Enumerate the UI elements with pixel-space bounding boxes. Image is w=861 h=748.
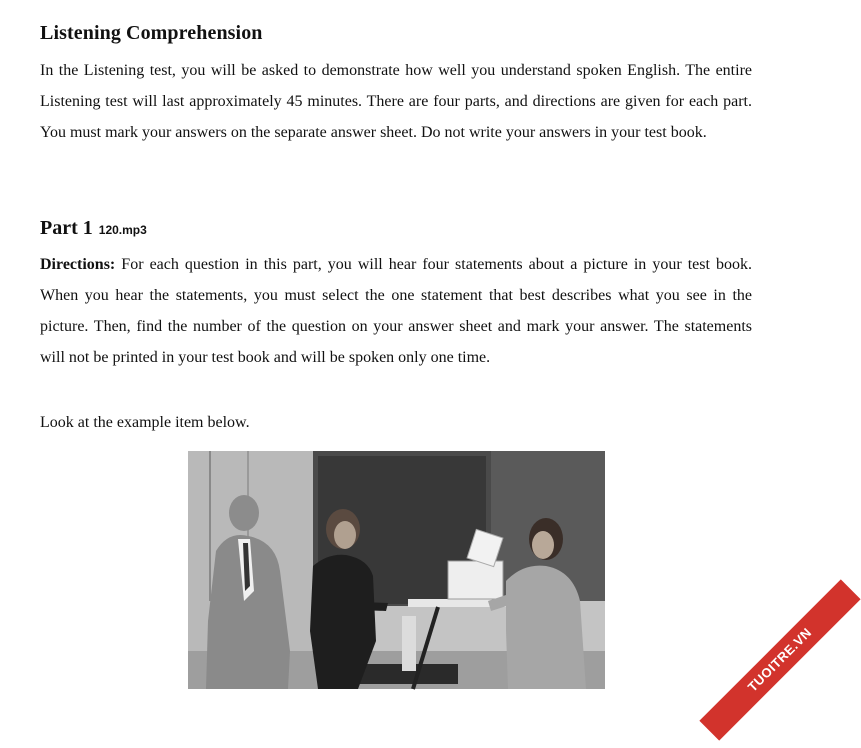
audio-file-link[interactable]: 120.mp3 — [98, 223, 147, 237]
intro-paragraph: In the Listening test, you will be asked to demonstrate how well you understand spoken English. The entire Listening test will last approximately 45 minutes. There are four parts, and directions are given for each part. You must mark your answers on the separate answer sheet. Do not write your answers in your test book. — [40, 62, 752, 141]
directions-paragraph — [40, 249, 752, 373]
site-watermark — [690, 588, 850, 748]
example-note: Look at the example item below. — [40, 414, 250, 431]
part1-heading — [40, 217, 147, 240]
directions-label: Directions: — [40, 256, 116, 273]
section-heading: Listening Comprehension — [40, 22, 263, 44]
directions-text: For each question in this part, you will hear four statements about a picture in your test book. When you hear the statements, you must select the one statement that best describes what you see in the picture. Then, find the number of the question on your answer sheet and mark your answer. The statements will not be printed in your test book and will be spoken only one time. — [40, 256, 752, 366]
example-photo — [188, 451, 605, 689]
part1-title: Part 1 — [40, 217, 93, 239]
example-photo-image — [188, 451, 605, 689]
watermark-band: TUOITRE.VN — [699, 579, 860, 740]
